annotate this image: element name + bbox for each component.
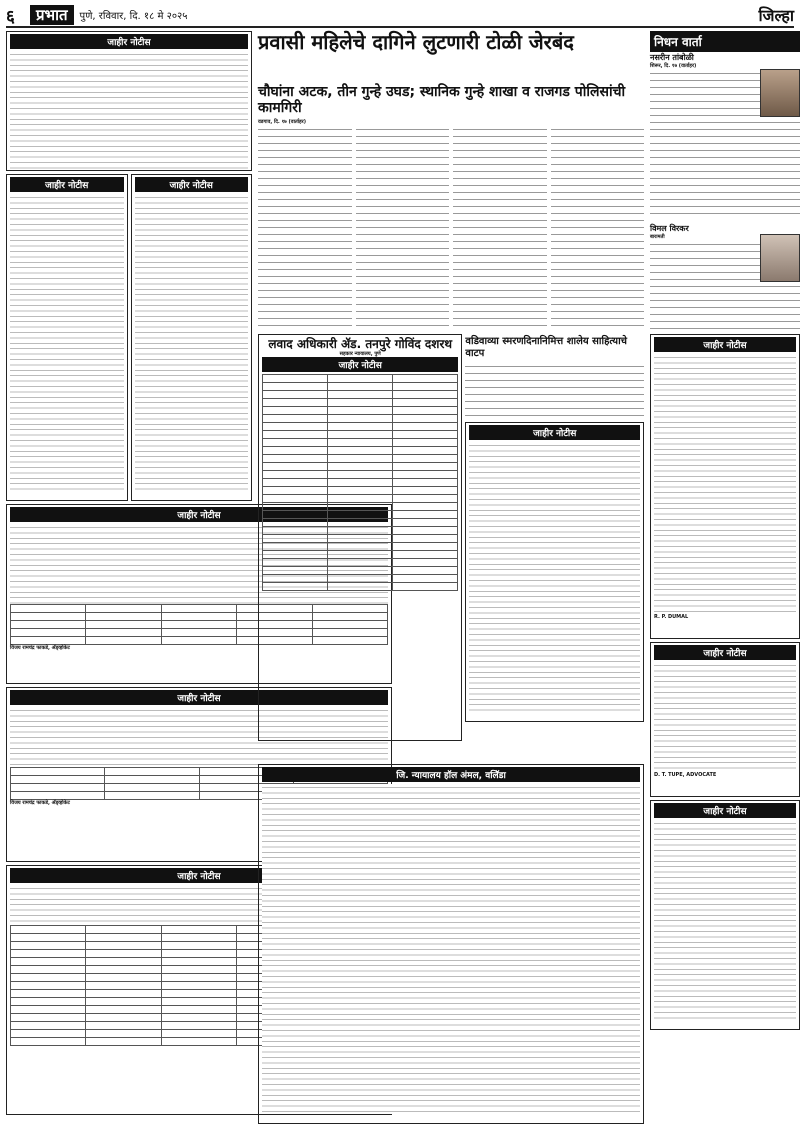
public-notice	[6, 31, 252, 171]
obituary-section-title: निधन वार्ता	[650, 31, 800, 52]
notice-body	[654, 354, 796, 614]
notice-heading: जाहीर नोटीस	[10, 34, 248, 49]
lead-subhead: चौघांना अटक, तीन गुन्हे उघड; स्थानिक गुन्हे शाखा व राजगड पोलिसांची कामगिरी	[258, 84, 626, 116]
notice-body	[10, 51, 248, 171]
public-notice	[650, 642, 800, 797]
notice-heading: जाहीर नोटीस	[10, 690, 388, 705]
obituary-1-dateline: शिरूर, दि. १७ (वार्ताहर)	[650, 63, 697, 69]
masthead	[6, 4, 794, 28]
notice-body	[654, 820, 796, 1020]
school-story-headline: वडिवाव्या स्मरणदिनानिमित्त शालेय साहित्याचे वाटप	[465, 336, 628, 359]
notice-heading: जाहीर नोटीस	[135, 177, 249, 192]
notice-heading: जाहीर नोटीस	[262, 357, 458, 372]
obituary-1-name: नसरीन तांबोळी	[650, 53, 694, 62]
notice-heading: जाहीर नोटीस	[10, 868, 388, 883]
section-name: जिल्हा	[758, 6, 794, 25]
obituary-2-dateline: बारामती	[650, 234, 665, 240]
obituary-2-title: विमल विरकर	[650, 224, 689, 233]
notice-body	[262, 784, 640, 1114]
lead-headline: प्रवासी महिलेचे दागिने लुटणारी टोळी जेरबंद	[258, 30, 574, 54]
notice-heading: जाहीर नोटीस	[654, 645, 796, 660]
public-notice	[465, 422, 644, 722]
notice-body	[135, 194, 249, 494]
notice-signature: विजय रामचंद्र फाकडे, अ‍ॅड्व्होकेट	[10, 645, 70, 651]
right-column	[650, 31, 800, 1033]
public-notice	[131, 174, 253, 501]
obituary-photo	[760, 234, 800, 282]
notice-heading: जाहीर नोटीस	[654, 337, 796, 352]
notice-body	[654, 662, 796, 772]
notice-heading: जाहीर नोटीस	[469, 425, 640, 440]
lead-story-body	[258, 125, 644, 330]
notice-body	[469, 442, 640, 712]
lead-dateline: वडगाव, दि. १७ (वार्ताहर)	[258, 119, 307, 125]
newspaper-logo: प्रभात	[30, 5, 74, 25]
obituary-photo	[760, 69, 800, 117]
notice-heading: जाहीर नोटीस	[10, 507, 388, 522]
court-title: जि. न्यायालय हॉल अंमल, वलॅिडा	[262, 767, 640, 782]
public-notice	[650, 334, 800, 639]
page-number: ६	[6, 6, 15, 27]
court-notice	[258, 764, 644, 1124]
dateline: पुणे, रविवार, दि. १८ मे २०२५	[79, 11, 188, 22]
notice-body	[10, 194, 124, 494]
left-column	[6, 31, 252, 1118]
tender-title: लवाद अधिकारी ॲड. तनपुरे गोविंद दशरथ	[268, 337, 453, 351]
tender-table	[262, 374, 458, 591]
public-notice	[6, 174, 128, 501]
notice-signature: विजय रामचंद्र फाकडे, अ‍ॅड्व्होकेट	[10, 800, 70, 806]
notice-heading: जाहीर नोटीस	[10, 177, 124, 192]
tender-notice	[258, 334, 462, 741]
advocate-name: R. P. DUMAL	[654, 614, 689, 620]
tender-subtitle: सहकार न्यायालय, पुणे	[339, 351, 381, 357]
advocate-name: D. T. TUPE, ADVOCATE	[654, 772, 717, 778]
notice-heading: जाहीर नोटीस	[654, 803, 796, 818]
middle-column	[258, 64, 644, 781]
public-notice	[650, 800, 800, 1030]
